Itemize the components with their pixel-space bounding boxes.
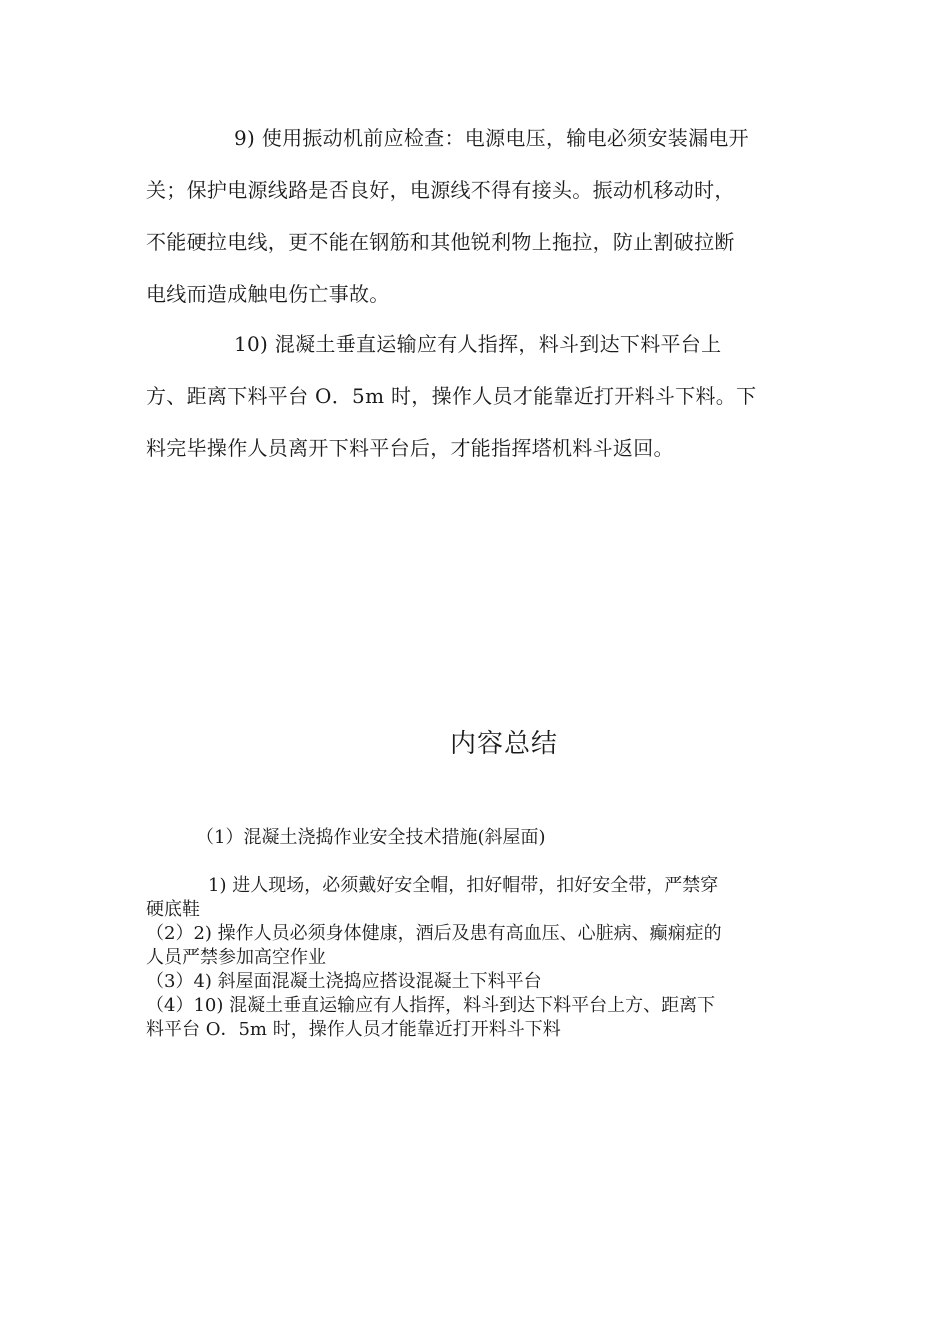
summary-heading: （1）混凝土浇捣作业安全技术措施(斜屋面) <box>196 827 546 848</box>
summary-item-1-line-1: 1) 进人现场，必须戴好安全帽，扣好帽带，扣好安全带，严禁穿 <box>208 875 719 896</box>
summary-item-2-line-1: （2）2) 操作人员必须身体健康，酒后及患有高血压、心脏病、癫痫症的 <box>146 923 722 944</box>
summary-item-1-line-2: 硬底鞋 <box>146 899 200 920</box>
summary-item-3-line-1: （3）4) 斜屋面混凝土浇捣应搭设混凝土下料平台 <box>146 971 542 992</box>
p9-line-3: 不能硬拉电线，更不能在钢筋和其他锐利物上拖拉，防止割破拉断 <box>146 230 735 254</box>
p9-line-1: 9) 使用振动机前应检查：电源电压，输电必须安装漏电开 <box>234 126 749 150</box>
p10-line-2: 方、距离下料平台 O．5m 时，操作人员才能靠近打开料斗下料。下 <box>146 384 757 408</box>
summary-item-2-line-2: 人员严禁参加高空作业 <box>146 947 326 968</box>
p10-line-1: 10) 混凝土垂直运输应有人指挥，料斗到达下料平台上 <box>234 332 722 356</box>
p9-line-2: 关；保护电源线路是否良好，电源线不得有接头。振动机移动时， <box>146 178 735 202</box>
p9-line-4: 电线而造成触电伤亡事故。 <box>146 282 390 306</box>
summary-title: 内容总结 <box>449 729 558 759</box>
summary-item-4-line-1: （4）10) 混凝土垂直运输应有人指挥，料斗到达下料平台上方、距离下 <box>146 995 716 1016</box>
summary-item-4-line-2: 料平台 O．5m 时，操作人员才能靠近打开料斗下料 <box>146 1019 561 1040</box>
p10-line-3: 料完毕操作人员离开下料平台后，才能指挥塔机料斗返回。 <box>146 436 674 460</box>
